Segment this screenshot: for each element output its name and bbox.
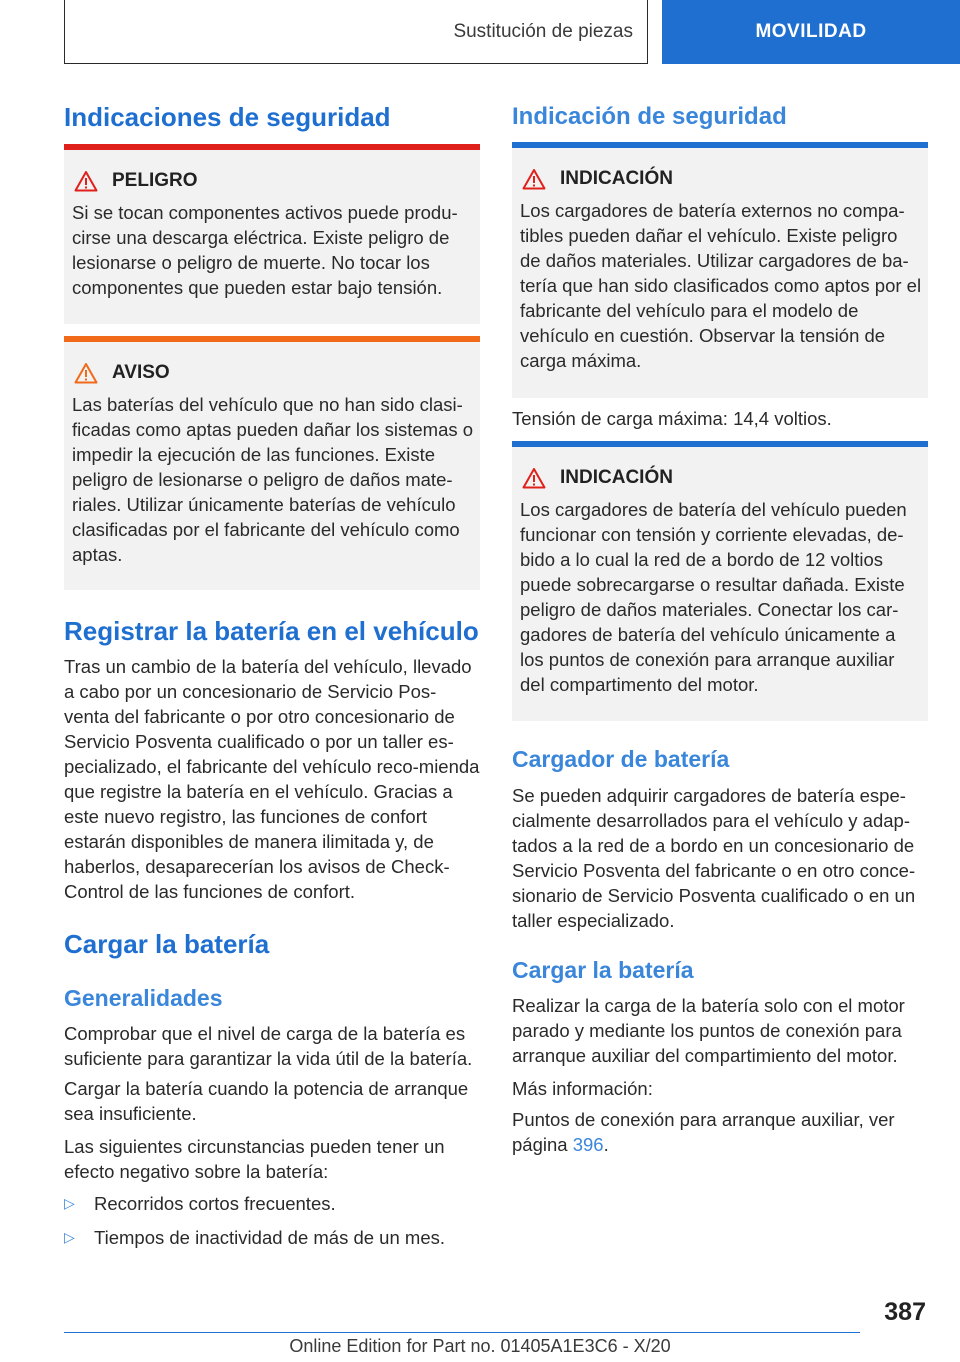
- danger-bar: [64, 144, 480, 150]
- list-item-text: Tiempos de inactividad de más de un mes.: [94, 1227, 445, 1248]
- page-link[interactable]: 396: [572, 1134, 604, 1155]
- footer-edition: Online Edition for Part no. 01405A1E3C6 - X/20: [289, 1336, 671, 1356]
- section-title: Sustitución de piezas: [453, 20, 633, 42]
- danger-text: Si se tocan componentes activos puede produ-cirse una descarga eléctrica. Existe peligro de lesionarse o peligro de muerte. No tocar los componentes que pueden estar bajo tensión.: [72, 202, 458, 298]
- note-text: Los cargadores de batería externos no compa-tibles pueden dañar el vehículo. Existe peligro de daños materiales. Utilizar cargadores de ba-tería que han sido clasificados como aptos por el fabricante del vehículo para el modelo de vehículo en cuestión. Observar la tensión de carga máxima.: [520, 200, 922, 371]
- warning-label: AVISO: [112, 362, 170, 383]
- charger-text: Se pueden adquirir cargadores de batería espe-cialmente desarrollados para el vehículo y adap-tados a la red de a bordo en un concesionario de Servicio Posventa del fabricante o en otro conce-sionario de Servicio Posventa cualificado o en un taller especializado.: [512, 785, 916, 931]
- footer-divider: [64, 1332, 860, 1333]
- general-text-1: Comprobar que el nivel de carga de la batería es suficiente para garantizar la vida útil de la batería.: [64, 1023, 473, 1069]
- chapter-tab[interactable]: [662, 0, 960, 64]
- reference-label: Puntos de conexión para arranque auxiliar, ver página: [512, 1109, 895, 1155]
- list-item: [64, 1191, 480, 1216]
- heading-safety-indication: Indicación de seguridad: [512, 103, 787, 130]
- note-heading: [522, 467, 673, 489]
- bullet-triangle-icon: ▷: [64, 1229, 75, 1245]
- warning-triangle-icon: [74, 362, 98, 384]
- heading-general: Generalidades: [64, 985, 223, 1011]
- note-bar: [512, 441, 928, 447]
- heading-charge-battery: Cargar la batería: [64, 929, 270, 959]
- note-text: Los cargadores de batería del vehículo pueden funcionar con tensión y corriente elevadas, de-bido a lo cual la red de a bordo de 12 voltios puede sobrecargarse o resultar dañada. Existe peligro de daños materiales. Conectar los car-gadores de batería del vehículo únicamente a los puntos de conexión para arranque auxiliar del compartimento del motor.: [520, 499, 907, 695]
- note-label: INDICACIÓN: [560, 168, 673, 189]
- danger-heading: [74, 170, 198, 192]
- heading-safety-indications: Indicaciones de seguridad: [64, 102, 391, 132]
- register-text: Tras un cambio de la batería del vehículo, llevado a cabo por un concesionario de Servicio Pos-venta del fabricante o por otro concesionario de Servicio Posventa cualificado o por un taller es-pecializado, el fabricante del vehículo reco-mienda que registre la batería en el vehículo. Gracias a este nuevo registro, las funciones de confort estarán disponibles de manera ilimitada y, de haberlos, desaparecerían los avisos de Check-Control de las funciones de confort.: [64, 656, 480, 902]
- warning-text: Las baterías del vehículo que no han sido clasi-ficadas como aptas pueden dañar los sistemas o impedir la ejecución de las funciones. Existe peligro de lesionarse o peligro de daños mate-riales. Utilizar únicamente baterías de vehículo clasificadas por el fabricante del vehículo como aptas.: [72, 394, 474, 565]
- heading-charge-battery-right: Cargar la batería: [512, 957, 694, 983]
- heading-register-battery: Registrar la batería en el vehículo: [64, 616, 479, 646]
- max-voltage-text: Tensión de carga máxima: 14,4 voltios.: [512, 408, 832, 429]
- footer: [0, 1336, 960, 1357]
- note-box-2: [512, 441, 928, 721]
- note-heading: [522, 168, 673, 190]
- reference-end: .: [603, 1134, 609, 1155]
- more-info-text: Más información:: [512, 1078, 653, 1099]
- section-header: [64, 0, 648, 64]
- warning-triangle-icon: [522, 467, 546, 489]
- chapter-title: MOVILIDAD: [755, 21, 867, 42]
- page-number: 387: [884, 1298, 926, 1326]
- general-text-2: Cargar la batería cuando la potencia de arranque sea insuficiente.: [64, 1078, 469, 1124]
- warning-box: [64, 336, 480, 590]
- warning-bar: [64, 336, 480, 342]
- list-item: [64, 1225, 480, 1250]
- note-box-1: [512, 142, 928, 398]
- note-label: INDICACIÓN: [560, 467, 673, 488]
- general-text-3: Las siguientes circunstancias pueden tener un efecto negativo sobre la batería:: [64, 1136, 445, 1182]
- charge-text: Realizar la carga de la batería solo con el motor parado y mediante los puntos de conexión para arranque auxiliar del compartimiento del motor.: [512, 995, 905, 1066]
- heading-battery-charger: Cargador de batería: [512, 746, 730, 772]
- danger-box: [64, 144, 480, 324]
- warning-triangle-icon: [522, 168, 546, 190]
- warning-heading: [74, 362, 170, 384]
- bullet-triangle-icon: ▷: [64, 1195, 75, 1211]
- note-bar: [512, 142, 928, 148]
- warning-triangle-icon: [74, 170, 98, 192]
- reference-text: [512, 1107, 928, 1157]
- list-item-text: Recorridos cortos frecuentes.: [94, 1193, 336, 1214]
- danger-label: PELIGRO: [112, 170, 198, 191]
